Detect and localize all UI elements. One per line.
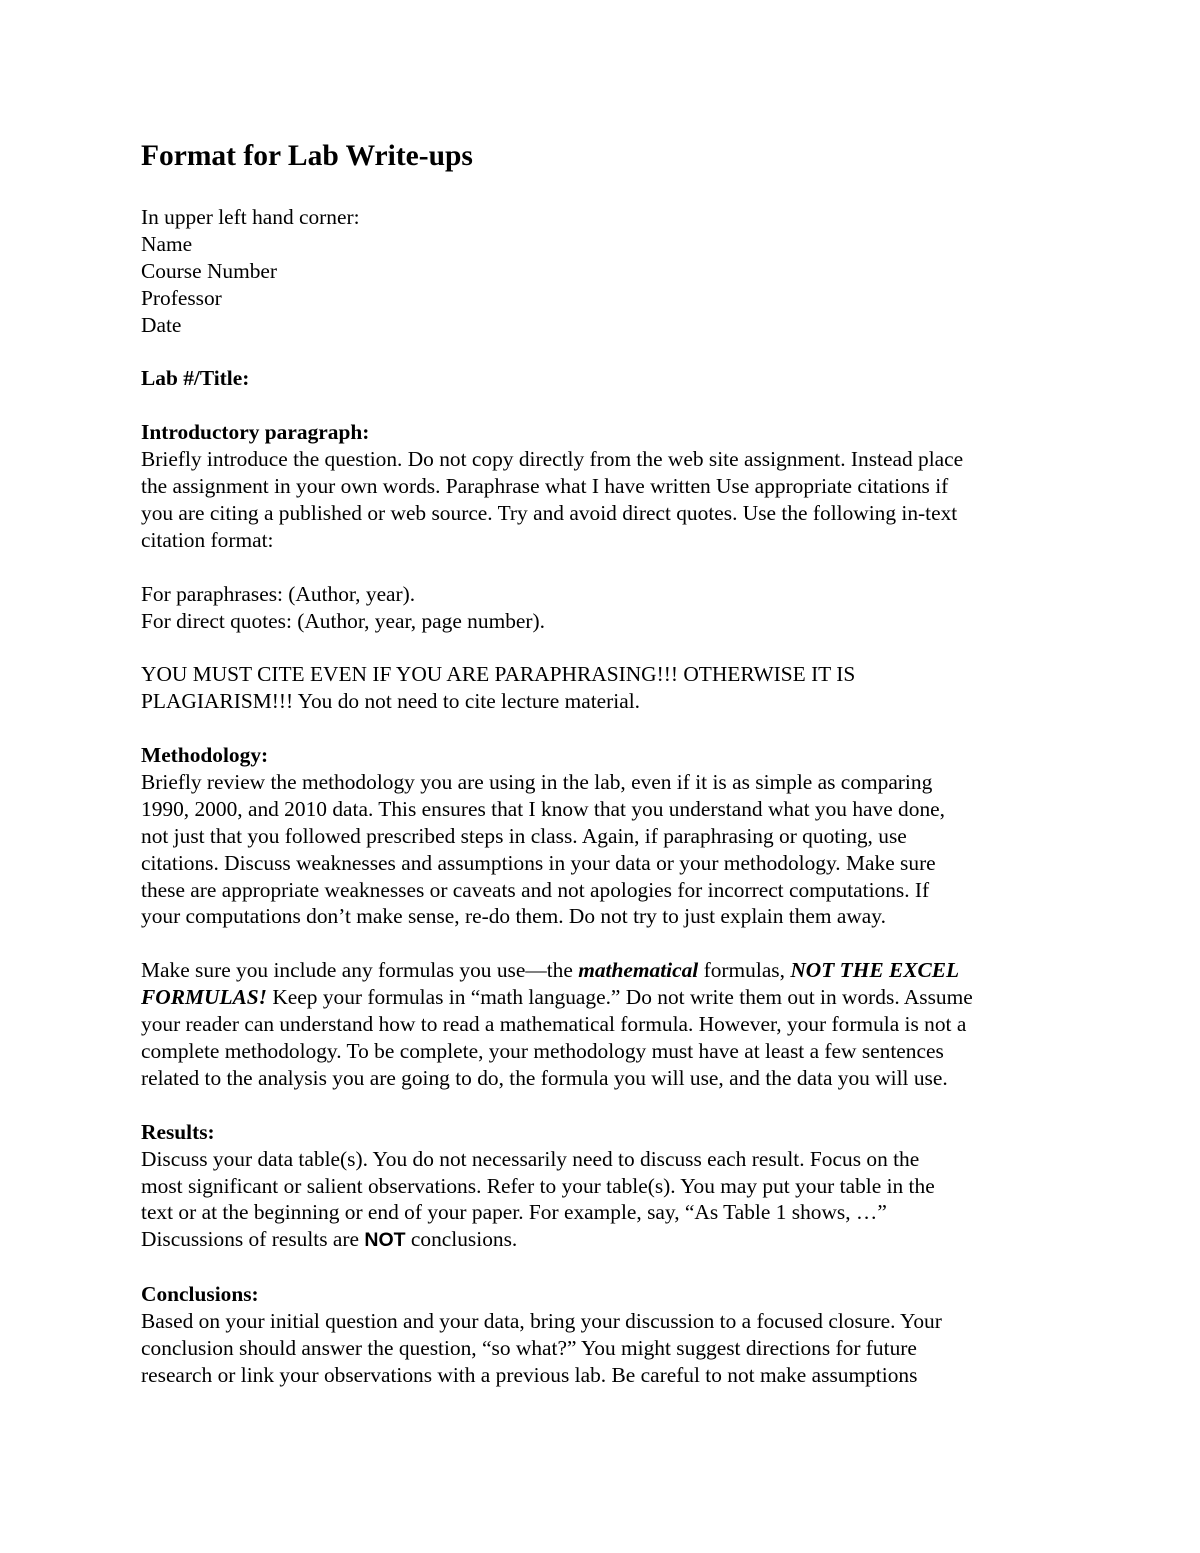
formula-line (141, 957, 1071, 984)
citation-paraphrase-line: For paraphrases: (Author, year). (141, 581, 416, 606)
results-line: most significant or salient observations. Refer to your table(s). You may put your table in the (141, 1173, 935, 1198)
spacer (141, 1254, 1071, 1281)
results-line (141, 1226, 1071, 1254)
formula-text: formulas, (698, 958, 791, 983)
conclusions-line: research or link your observations with a previous lab. Be careful to not make assumptions (141, 1362, 918, 1387)
methodology-line: Briefly review the methodology you are using in the lab, even if it is as simple as comparing (141, 769, 933, 794)
warning-line: YOU MUST CITE EVEN IF YOU ARE PARAPHRASING!!! OTHERWISE IT IS (141, 662, 856, 687)
formula-text: Keep your formulas in “math language.” Do not write them out in words. Assume (267, 985, 973, 1010)
spacer (141, 339, 1071, 366)
results-line: Discuss your data table(s). You do not necessarily need to discuss each result. Focus on the (141, 1146, 920, 1171)
spacer (141, 930, 1071, 957)
header-field-name: Name (141, 231, 193, 256)
intro-line: Briefly introduce the question. Do not copy directly from the web site assignment. Instead place (141, 447, 964, 472)
lab-title-heading: Lab #/Title: (141, 366, 250, 391)
conclusions-line: Based on your initial question and your data, bring your discussion to a focused closure. Your (141, 1309, 942, 1334)
conclusions-line: conclusion should answer the question, “so what?” You might suggest directions for future (141, 1335, 917, 1360)
header-field-date: Date (141, 312, 182, 337)
formula-line: complete methodology. To be complete, your methodology must have at least a few sentences (141, 1039, 944, 1063)
results-heading: Results: (141, 1119, 215, 1144)
results-section (141, 1119, 1071, 1255)
intro-section (141, 419, 1071, 715)
formula-text: Make sure you include any formulas you use—the (141, 958, 579, 983)
intro-line: the assignment in your own words. Paraphrase what I have written Use appropriate citations if (141, 474, 949, 499)
citation-quote-line: For direct quotes: (Author, year, page number). (141, 608, 545, 633)
methodology-heading: Methodology: (141, 743, 269, 768)
results-line: text or at the beginning or end of your paper. For example, say, “As Table 1 shows, …” (141, 1200, 887, 1225)
emphasis-mathematical: mathematical (578, 958, 699, 983)
spacer (141, 554, 1071, 581)
intro-heading: Introductory paragraph: (141, 420, 370, 445)
spacer (141, 634, 1071, 661)
results-text: conclusions. (405, 1227, 518, 1252)
formula-line (141, 984, 1071, 1011)
header-field-course: Course Number (141, 258, 278, 283)
intro-line: you are citing a published or web source. Try and avoid direct quotes. Use the following in-text (141, 500, 958, 525)
emphasis-not-excel: NOT THE EXCEL (790, 958, 960, 983)
methodology-line: 1990, 2000, and 2010 data. This ensures that I know that you understand what you have done, (141, 796, 945, 821)
spacer (141, 715, 1071, 742)
formula-line: related to the analysis you are going to do, the formula you will use, and the data you will use. (141, 1065, 948, 1090)
spacer (141, 1092, 1071, 1119)
document-page (141, 138, 1071, 1389)
methodology-line: not just that you followed prescribed steps in class. Again, if paraphrasing or quoting, use (141, 823, 907, 848)
header-field-professor: Professor (141, 285, 222, 310)
warning-line: PLAGIARISM!!! You do not need to cite lecture material. (141, 689, 641, 714)
results-text: Discussions of results are (141, 1227, 365, 1252)
methodology-section (141, 742, 1071, 1092)
methodology-line: citations. Discuss weaknesses and assumptions in your data or your methodology. Make sure (141, 850, 936, 875)
emphasis-not: NOT (364, 1229, 406, 1252)
formula-line: your reader can understand how to read a mathematical formula. However, your formula is not a (141, 1012, 967, 1037)
document-title: Format for Lab Write-ups (141, 140, 473, 172)
methodology-line: these are appropriate weaknesses or caveats and not apologies for incorrect computations. If (141, 877, 930, 902)
emphasis-formulas: FORMULAS! (141, 985, 268, 1010)
header-block (141, 204, 1071, 339)
header-intro: In upper left hand corner: (141, 205, 360, 229)
methodology-line: your computations don’t make sense, re-do them. Do not try to just explain them away. (141, 904, 886, 929)
conclusions-heading: Conclusions: (141, 1282, 259, 1307)
spacer (141, 392, 1071, 419)
intro-line: citation format: (141, 527, 274, 552)
conclusions-section (141, 1281, 1071, 1389)
